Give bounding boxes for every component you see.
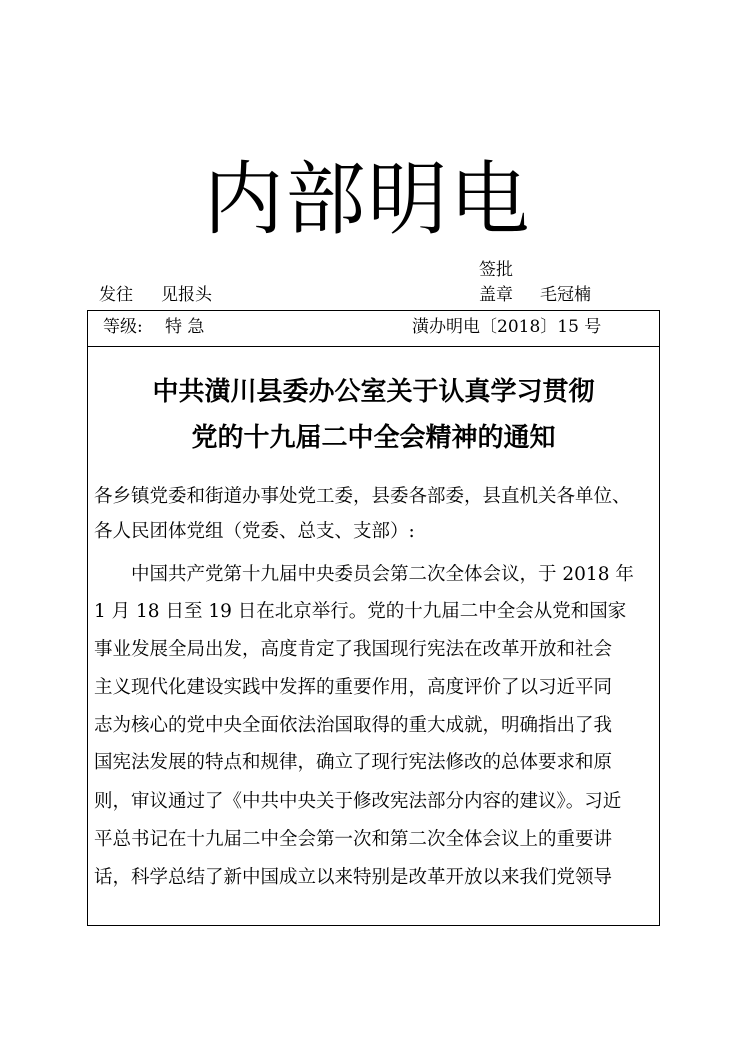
body-line: 中国共产党第十九届中央委员会第二次全体会议，于 2018 年: [131, 564, 634, 585]
level-label: 等级:: [103, 317, 143, 337]
doc-title-line: 中共潢川县委办公室关于认真学习贯彻: [152, 377, 595, 407]
body-line: 国宪法发展的特点和规律，确立了现行宪法修改的总体要求和原: [94, 752, 613, 773]
send-to-label: 发往: [99, 285, 133, 305]
body-line: 平总书记在十九届二中全会第一次和第二次全体会议上的重要讲: [94, 829, 613, 850]
send-to-value: 见报头: [161, 285, 212, 305]
seal-name: 毛冠楠: [540, 285, 591, 305]
frame-divider: [87, 346, 660, 347]
body-line: 主义现代化建设实践中发挥的重要作用，高度评价了以习近平同: [94, 677, 613, 698]
body-line: 则，审议通过了《中共中央关于修改宪法部分内容的建议》。习近: [94, 791, 622, 812]
level-value: 特 急: [165, 317, 205, 337]
document-heading: 内部明电: [203, 153, 532, 246]
body-line: 话，科学总结了新中国成立以来特别是改革开放以来我们党领导: [94, 867, 613, 888]
sign-label: 签批: [479, 260, 513, 280]
body-line: 1 月 18 日至 19 日在北京举行。党的十九届二中全会从党和国家: [94, 601, 627, 622]
addressee-line: 各人民团体党组（党委、总支、支部）:: [94, 521, 415, 542]
addressee-line: 各乡镇党委和街道办事处党工委，县委各部委，县直机关各单位、: [94, 486, 631, 507]
body-line: 事业发展全局出发，高度肯定了我国现行宪法在改革开放和社会: [94, 639, 613, 660]
doc-title-line: 党的十九届二中全会精神的通知: [191, 423, 556, 453]
document-number: 潢办明电〔2018〕15 号: [412, 317, 602, 337]
seal-label: 盖章: [479, 285, 513, 305]
body-line: 志为核心的党中央全面依法治国取得的重大成就，明确指出了我: [94, 715, 613, 736]
